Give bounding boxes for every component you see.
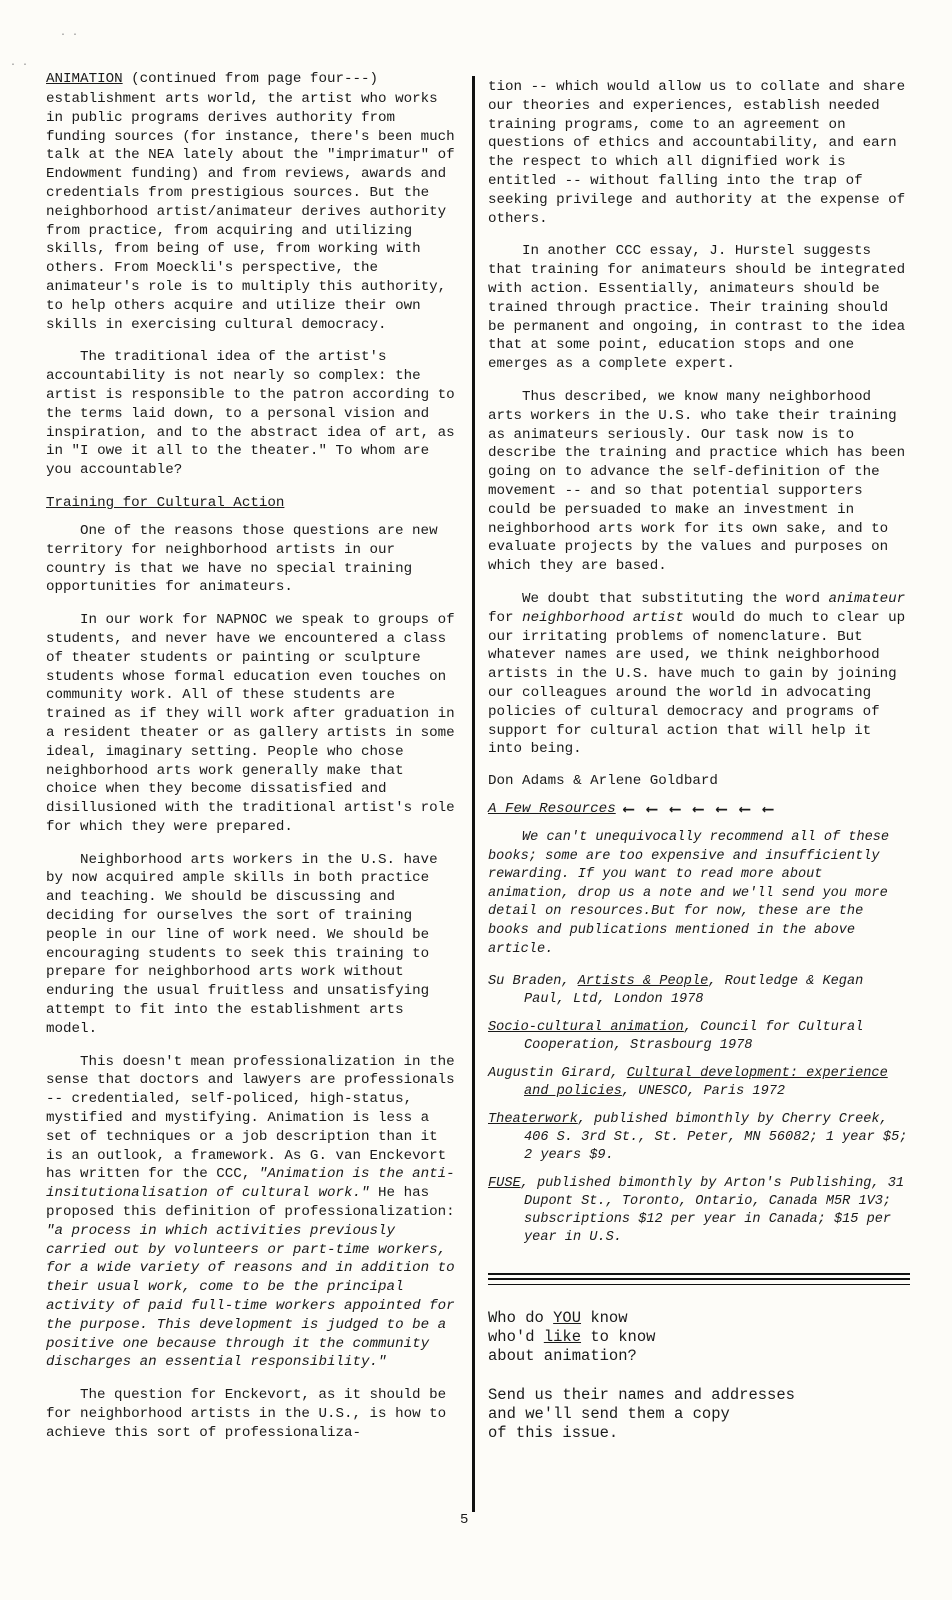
send-request bbox=[488, 1386, 910, 1443]
author: Augustin Girard, bbox=[488, 1066, 627, 1082]
resource-entry bbox=[488, 973, 910, 1009]
emphasis: like bbox=[543, 1328, 582, 1347]
text-run: would do much to clear up our irritating problems of nomenclature. But whatever names are used, we think neighborhood artists in the U.S. have much to gain by joining our colleagues around the world in advocating policies of cultural democracy and programs of support for cultural action that will help it into being. bbox=[488, 609, 906, 758]
text-run: to know bbox=[581, 1328, 656, 1347]
resource-title: FUSE bbox=[488, 1176, 521, 1192]
resource-entry bbox=[488, 1065, 910, 1101]
paragraph: The question for Enckevort, as it should be for neighborhood artists in the U.S., is how to achieve this sort of professionaliza- bbox=[46, 1387, 447, 1441]
resource-details: , published bimonthly by Arton's Publishing, 31 Dupont St., Toronto, Ontario, Canada M5R 1V3; subscriptions $12 per year in Canada; $15 per year in U.S. bbox=[520, 1176, 905, 1246]
continuation-header bbox=[46, 70, 460, 88]
emphasis: animateur bbox=[828, 590, 906, 607]
scan-speck: · · bbox=[60, 30, 79, 41]
text-run: We doubt that substituting the word bbox=[522, 590, 829, 607]
text-run: for bbox=[488, 609, 523, 626]
paragraph: establishment arts world, the artist who works in public programs derives authority from funding sources (for instance, there's been much talk at the NEA lately about the "imprimatur" of Endowment funding) and from reviews, awards and credentials from prestigious sources. But the neighborhood artist/animateur derives authority from practice, from acquiring and utilizing skills, from being of use, from working with others. From Moeckli's perspective, the animateur's role is to multiply this authority, to help others acquire and utilize their own skills in exercising cultural democracy. bbox=[46, 91, 455, 333]
quote: "a process in which activities previously carried out by volunteers or part-time workers, for a wide variety of reasons and in addition to their usual work, come to be the principal activity of paid full-time workers appointed for the purpose. This development is judged to be a positive one because through it the community discharges an essential responsibility." bbox=[46, 1222, 455, 1371]
paragraph: Thus described, we know many neighborhood arts workers in the U.S. who take their training as animateurs seriously. Our task now is to describe the training and practice which has been going on to advance the self-definition of the movement -- and so that potential supporters could be persuaded to make an investment in neighborhood arts work for its own sake, and to evaluate projects by the values and purposes on which they are based. bbox=[488, 388, 906, 575]
resource-title: Theaterwork bbox=[488, 1112, 578, 1128]
quote: "Animation is the anti-insitutionalisation of cultural work." bbox=[46, 1166, 455, 1202]
left-arrows-icon: ⟵ ⟵ ⟵ ⟵ ⟵ ⟵ ⟵ bbox=[623, 801, 775, 820]
paragraph: tion -- which would allow us to collate and share our theories and experiences, establish needed training programs, come to an agreement on questions of ethics and accountability, and earn the respect to which all dignified work is entitled -- without falling into the trap of seeking privilege and authority at the expense of others. bbox=[488, 79, 906, 227]
paragraph: Neighborhood arts workers in the U.S. have by now acquired ample skills in both practice and teaching. We should be discussing and deciding for ourselves the sort of training people in our line of work need. We should be encouraging students to seek this training to prepare for neighborhood arts work without enduring the usual fruitless and unsatisfying attempt to fit into the establishment arts model. bbox=[46, 851, 438, 1037]
resource-details: , Council for Cultural Cooperation, Strasbourg 1978 bbox=[524, 1020, 864, 1054]
text-run: who'd bbox=[488, 1328, 544, 1347]
scan-speck: · · bbox=[10, 60, 29, 71]
text-run: This doesn't mean professionalization in the sense that doctors and lawyers are professionals -- credentialed, self-policed, high-status, mystified and mystifying. Animation is less a set of techniques or a job description than it is an outlook, a framework. As G. van Enckevort has written for the CCC, bbox=[46, 1053, 455, 1183]
column-divider bbox=[472, 76, 475, 1512]
text-run: know bbox=[581, 1309, 628, 1328]
paragraph: The traditional idea of the artist's accountability is not nearly so complex: the artist is responsible to the patron according to the terms laid down, to a personal vision and inspiration, and to the abstract idea of art, as in "I owe it all to the theater." To whom are you accountable? bbox=[46, 349, 455, 479]
resource-details: , Routledge & Kegan Paul, Ltd, London 1978 bbox=[524, 974, 864, 1008]
resource-entry bbox=[488, 1111, 910, 1165]
send-line: of this issue. bbox=[488, 1424, 619, 1443]
who-line bbox=[488, 1328, 910, 1347]
resource-details: , published bimonthly by Cherry Creek, 406 S. 3rd St., St. Peter, MN 56082; 1 year $5; 2 years $9. bbox=[524, 1112, 908, 1164]
rule bbox=[488, 1284, 910, 1285]
paragraph bbox=[488, 590, 910, 759]
text-run: He has proposed this definition of professionalization: bbox=[46, 1185, 455, 1221]
paragraph bbox=[46, 1053, 460, 1373]
who-do-you-know bbox=[488, 1309, 910, 1366]
emphasis: YOU bbox=[553, 1309, 582, 1328]
page-number: 5 bbox=[460, 1512, 469, 1528]
who-line: about animation? bbox=[488, 1347, 637, 1366]
resource-title: Socio-cultural animation bbox=[488, 1020, 684, 1036]
paragraph: In our work for NAPNOC we speak to groups of students, and never have we encountered a class of theater students or painting or sculpture students whose formal education even touches on community work. All of these students are trained as if they will work after graduation in a resident theater or as gallery artists in some ideal, imaginary setting. People who chose neighborhood arts work generally make that choice when they become dissatisfied and disillusioned with the traditional artist's role for which they were prepared. bbox=[46, 612, 455, 835]
author: Su Braden, bbox=[488, 974, 578, 990]
double-rule bbox=[488, 1273, 910, 1280]
resource-title: Artists & People bbox=[577, 974, 709, 990]
section-heading: Training for Cultural Action bbox=[46, 494, 285, 511]
send-line: and we'll send them a copy bbox=[488, 1405, 730, 1424]
resources-intro: We can't unequivocally recommend all of these books; some are too expensive and insufficiently rewarding. If you want to read more about animation, drop us a note and we'll send you more detail on resources.But for now, these are the books and publications mentioned in the above article. bbox=[488, 830, 890, 957]
paragraph: In another CCC essay, J. Hurstel suggests that training for animateurs should be integrated with action. Essentially, animateurs should be trained through practice. Their training should be permanent and ongoing, in contrast to the idea that at some point, education stops and one emerges as a complete expert. bbox=[488, 243, 906, 373]
right-column bbox=[488, 78, 910, 1463]
resource-entry bbox=[488, 1175, 910, 1247]
send-line: Send us their names and addresses bbox=[488, 1386, 795, 1405]
text-run: Who do bbox=[488, 1309, 554, 1328]
signature: Don Adams & Arlene Goldbard bbox=[488, 773, 718, 790]
article-title: ANIMATION bbox=[46, 71, 123, 87]
resources-title: A Few Resources bbox=[488, 801, 616, 818]
continued-note: (continued from page four---) bbox=[122, 71, 379, 87]
emphasis: neighborhood artist bbox=[522, 609, 684, 626]
resource-details: , UNESCO, Paris 1972 bbox=[621, 1084, 786, 1100]
resources-heading bbox=[488, 799, 910, 819]
resource-entry bbox=[488, 1019, 910, 1055]
paragraph: One of the reasons those questions are new territory for neighborhood artists in our country is that we have no special training opportunities for animateurs. bbox=[46, 522, 438, 596]
resource-title: Cultural development: experience and policies bbox=[524, 1066, 888, 1100]
who-line bbox=[488, 1309, 910, 1328]
left-column bbox=[46, 70, 460, 1457]
